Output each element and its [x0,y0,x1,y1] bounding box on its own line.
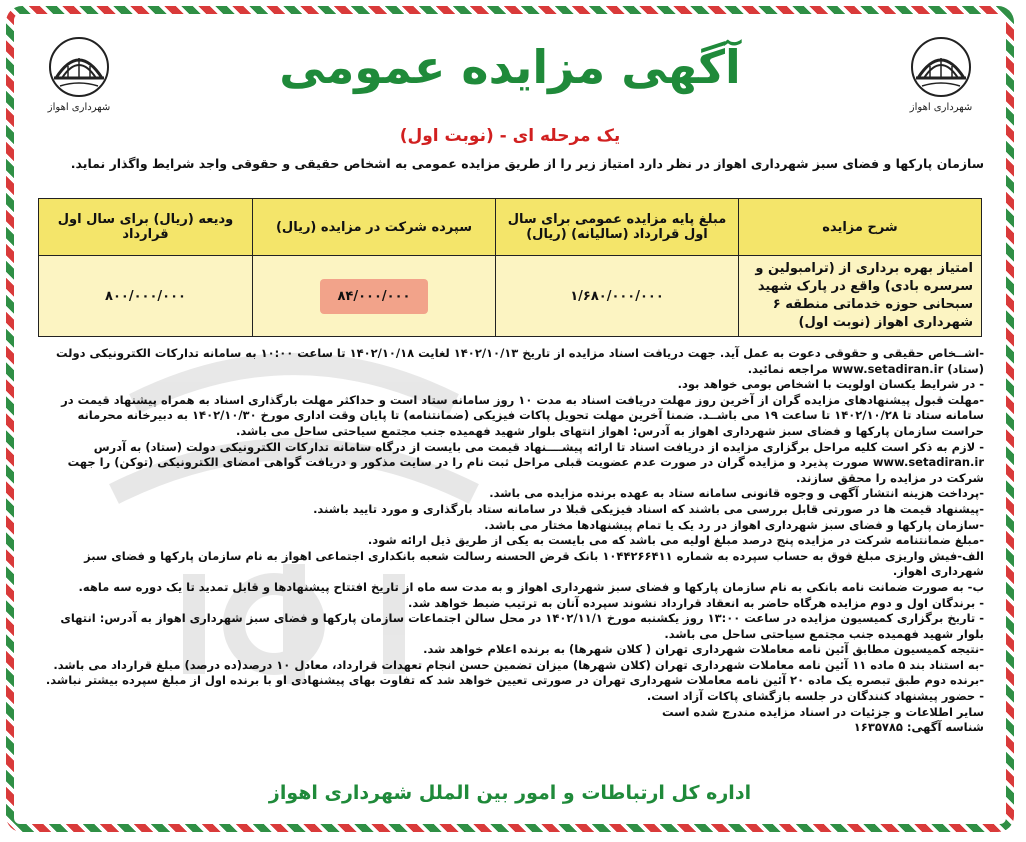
page-title: آگهی مزایده عمومی [279,40,741,94]
footer-signature: اداره کل ارتباطات و امور بین الملل شهرداری اهواز [268,782,752,804]
logo-caption: شهرداری اهواز [909,102,973,113]
list-item: -پرداخت هزینه انتشار آگهی و وجوه قانونی سامانه ستاد به عهده برنده مزایده می باشد. [489,486,984,501]
list-item: - تاریخ برگزاری کمیسیون مزایده در ساعت ۱۳:۰۰ روز یکشنبه مورخ ۱۴۰۲/۱۱/۱ در محل سالن اجتماعات سازمان پارکها و فضای سبز شهرداری اهواز به آدرس: انتهای بلوار شهید فهمیده جنب مجتمع سیاحتی ساحل می باشد. [60,611,984,641]
cell-guarantee: ۸۰۰/۰۰۰/۰۰۰ [39,256,253,337]
header-base-price: مبلغ پایه مزایده عمومی برای سال اول قرارداد (سالیانه) (ریال) [496,199,739,256]
notice-sheet [14,14,1006,824]
page-subtitle: یک مرحله ای - (نوبت اول) [399,126,621,146]
auction-table [38,198,982,337]
table-header-row [39,199,982,256]
header-guarantee: ودیعه (ریال) برای سال اول قرارداد [39,199,253,256]
cell-base-price: ۱/۶۸۰/۰۰۰/۰۰۰ [496,256,739,337]
table-row [39,256,982,337]
list-item: شناسه آگهی: ۱۶۳۵۷۸۵ [853,720,984,735]
list-item: سایر اطلاعات و جزئیات در اسناد مزایده مندرج شده است [661,704,984,719]
cell-description: امتیاز بهره برداری از (ترامبولین و سرسره بادی) واقع در پارک شهید سبحانی حوزه خدماتی منطقه ۶ شهرداری اهواز (نوبت اول) [739,256,982,337]
list-item: - در شرایط یکسان اولویت با اشخاص بومی خواهد بود. [677,377,984,392]
header-deposit: سپرده شرکت در مزایده (ریال) [253,199,496,256]
list-item: ب- به صورت ضمانت نامه بانکی به نام سازمان پارکها و فضای سبز شهرداری اهواز و به مدت سه ماه از تاریخ افتتاح پیشنهادها و قابل تمدید تا یک دوره سه ماهه. [78,579,984,594]
list-item: -به استناد بند ۵ ماده ۱۱ آئین نامه معاملات شهرداری تهران (کلان شهرها) میزان تضمین حسن انجام تعهدات قرارداد، معادل ۱۰ درصد(ده درصد) مبلغ قرارداد می باشد. [53,657,984,672]
list-item: -مهلت قبول پیشنهادهای مزایده گران از آخرین روز مهلت دریافت اسناد به مدت ۱۰ روز سامانه ستاد است و حداکثر مهلت بارگذاری اسناد به همراه پیشنهاد قیمت در سامانه ستاد تا ۱۴۰۲/۱۰/۲۸ تا ساعت ۱۹ می باشــد. ضمنا آخرین مهلت تحویل پاکات فیزیکی (ضمانتنامه) تا پایان وقت اداری مورخ ۱۴۰۲/۱۰/۳۰ به دبیرخانه محرمانه حراست سازمان پارکها و فضای سبز شهرداری اهواز به آدرس: اهواز انتهای بلوار شهید فهمیده جنب مجتمع سیاحتی ساحل می باشد. [61,392,984,438]
list-item: - برندگان اول و دوم مزایده هرگاه حاضر به انعقاد قرارداد نشوند سپرده آنان به ترتیب ضبط خواهد شد. [408,595,984,610]
list-item: -اشــخاص حقیقی و حقوقی دعوت به عمل آید. جهت دریافت اسناد مزایده از تاریخ ۱۴۰۲/۱۰/۱۳ لغایت ۱۴۰۲/۱۰/۱۸ تا ساعت ۱۰:۰۰ به سامانه تدارکات الکترونیکی دولت (ستاد) www.setadiran.ir مراجعه نمائید. [55,346,984,376]
list-item: -برنده دوم طبق تبصره یک ماده ۲۰ آئین نامه معاملات شهرداری تهران در صورتی تعیین خواهد شد که تفاوت بهای پیشنهادی او با برنده اول از مبلغ سپرده بیشتر نباشد. [45,673,984,688]
logo-caption: شهرداری اهواز [47,102,111,113]
list-item: - حضور پیشنهاد کنندگان در جلسه بازگشای پاکات آزاد است. [646,689,984,704]
list-item: الف-فیش واریزی مبلغ فوق به حساب سپرده به شماره ۱۰۴۴۲۶۶۴۱۱ بانک قرض الحسنه رسالت شعبه بانکداری اجتماعی اهواز به نام سازمان پارکها و فضای سبز شهرداری اهواز. [84,548,984,579]
list-item: -سازمان پارکها و فضای سبز شهرداری اهواز در رد یک یا تمام پیشنهادها مختار می باشد. [484,517,984,532]
deposit-highlight: ۸۴/۰۰۰/۰۰۰ [320,279,429,314]
list-item: -پیشنهاد قیمت ها در صورتی قابل بررسی می باشند که اسناد فیزیکی قبلا در سامانه ستاد بارگذاری و مورد تایید باشند. [313,501,984,516]
list-item: - لازم به ذکر است کلیه مراحل برگزاری مزایده از دریافت اسناد تا ارائه پیشــــنهاد قیمت می بایست از درگاه سامانه تدارکات الکترونیکی دولت (ستاد) به آدرس www.setadiran.ir صورت پذیرد و مزایده گران در صورت عدم عضویت قبلی مراحل ثبت نام را در سایت مذکور و دریافت گواهی امضای الکترونیکی (توکن) را جهت شرکت در مزایده را محقق سازند. [67,439,984,485]
header-description: شرح مزایده [739,199,982,256]
cell-deposit [253,256,496,337]
terms-list [36,346,984,736]
list-item: -نتیجه کمیسیون مطابق آئین نامه معاملات شهرداری تهران ( کلان شهرها) به برنده اعلام خواهد شد. [423,642,984,657]
list-item: -مبلغ ضمانتنامه شرکت در مزایده پنج درصد مبلغ اولیه می باشد که می بایست به یکی از طریق ذیل ارائه شود. [367,533,984,548]
intro-text: سازمان پارکها و فضای سبز شهرداری اهواز در نظر دارد امتیاز زیر را از طریق مزایده عمومی به اشخاص حقیقی و حقوقی واجد شرایط واگذار نماید. [70,156,984,171]
